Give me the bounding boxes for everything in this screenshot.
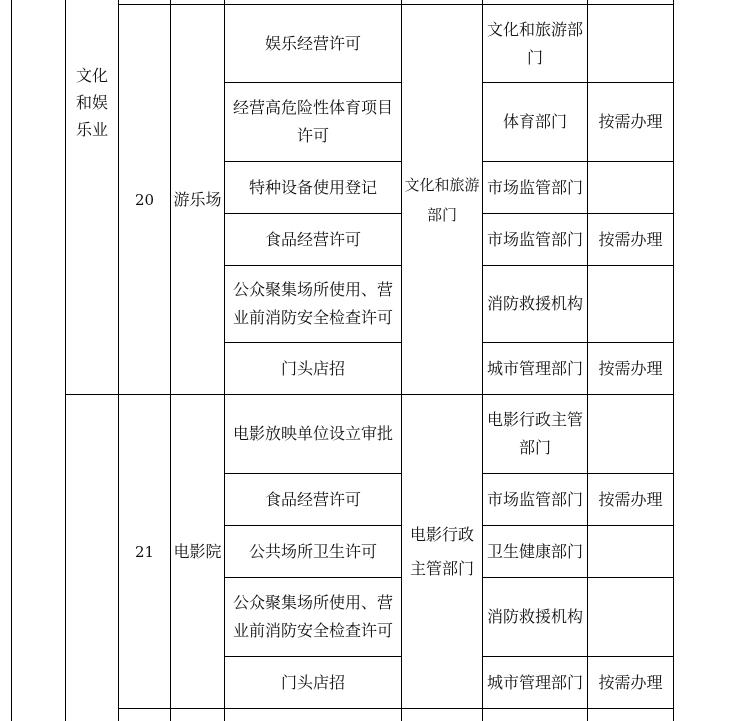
grid-line (673, 0, 674, 721)
department-cell: 消防救援机构 (486, 294, 583, 313)
permit-cell: 经营高危险性体育项目许可 (232, 98, 393, 145)
category-label: 文化和娱乐业 (75, 66, 108, 139)
permit-cell: 门头店招 (280, 672, 345, 692)
permit-cell: 门头店招 (280, 358, 345, 378)
department-cell: 市场监管部门 (486, 229, 583, 249)
permit-cell: 电影放映单位设立审批 (232, 424, 393, 443)
venue-name: 电影院 (173, 541, 222, 561)
note-cell (588, 578, 673, 656)
venue-name: 游乐场 (173, 189, 222, 209)
note-cell: 按需办理 (598, 489, 663, 509)
department-cell: 电影行政主管部门 (487, 410, 584, 457)
note-cell (588, 162, 673, 213)
note-cell: 按需办理 (598, 672, 663, 692)
note-cell (588, 266, 673, 342)
category-cell (66, 5, 118, 217)
grid-line (118, 708, 674, 709)
permit-cell: 娱乐经营许可 (264, 33, 361, 53)
note-cell (588, 526, 673, 577)
note-cell: 按需办理 (598, 358, 663, 378)
group-number: 20 (134, 190, 155, 209)
department-cell: 消防救援机构 (486, 607, 583, 626)
note-cell (588, 395, 673, 473)
grid-line (11, 0, 12, 721)
permit-cell: 食品经营许可 (264, 229, 361, 249)
permit-cell: 特种设备使用登记 (248, 177, 377, 197)
permit-cell: 食品经营许可 (264, 489, 361, 509)
department-cell: 城市管理部门 (486, 672, 583, 692)
permit-cell: 公众聚集场所使用、营业前消防安全检查许可 (232, 280, 393, 327)
note-cell: 按需办理 (598, 112, 663, 131)
permit-cell: 公众聚集场所使用、营业前消防安全检查许可 (232, 593, 393, 640)
department-cell: 市场监管部门 (486, 177, 583, 197)
department-cell: 卫生健康部门 (486, 541, 583, 561)
department-cell: 城市管理部门 (486, 358, 583, 378)
department-cell: 体育部门 (502, 112, 567, 131)
lead-department: 文化和旅游部门 (404, 175, 480, 224)
group-number: 21 (134, 542, 155, 561)
note-cell (588, 5, 673, 82)
lead-department: 电影行政主管部门 (409, 524, 474, 578)
department-cell: 文化和旅游部门 (486, 19, 583, 67)
department-cell: 市场监管部门 (486, 489, 583, 509)
note-cell: 按需办理 (598, 229, 663, 249)
permit-cell: 公共场所卫生许可 (248, 541, 377, 561)
